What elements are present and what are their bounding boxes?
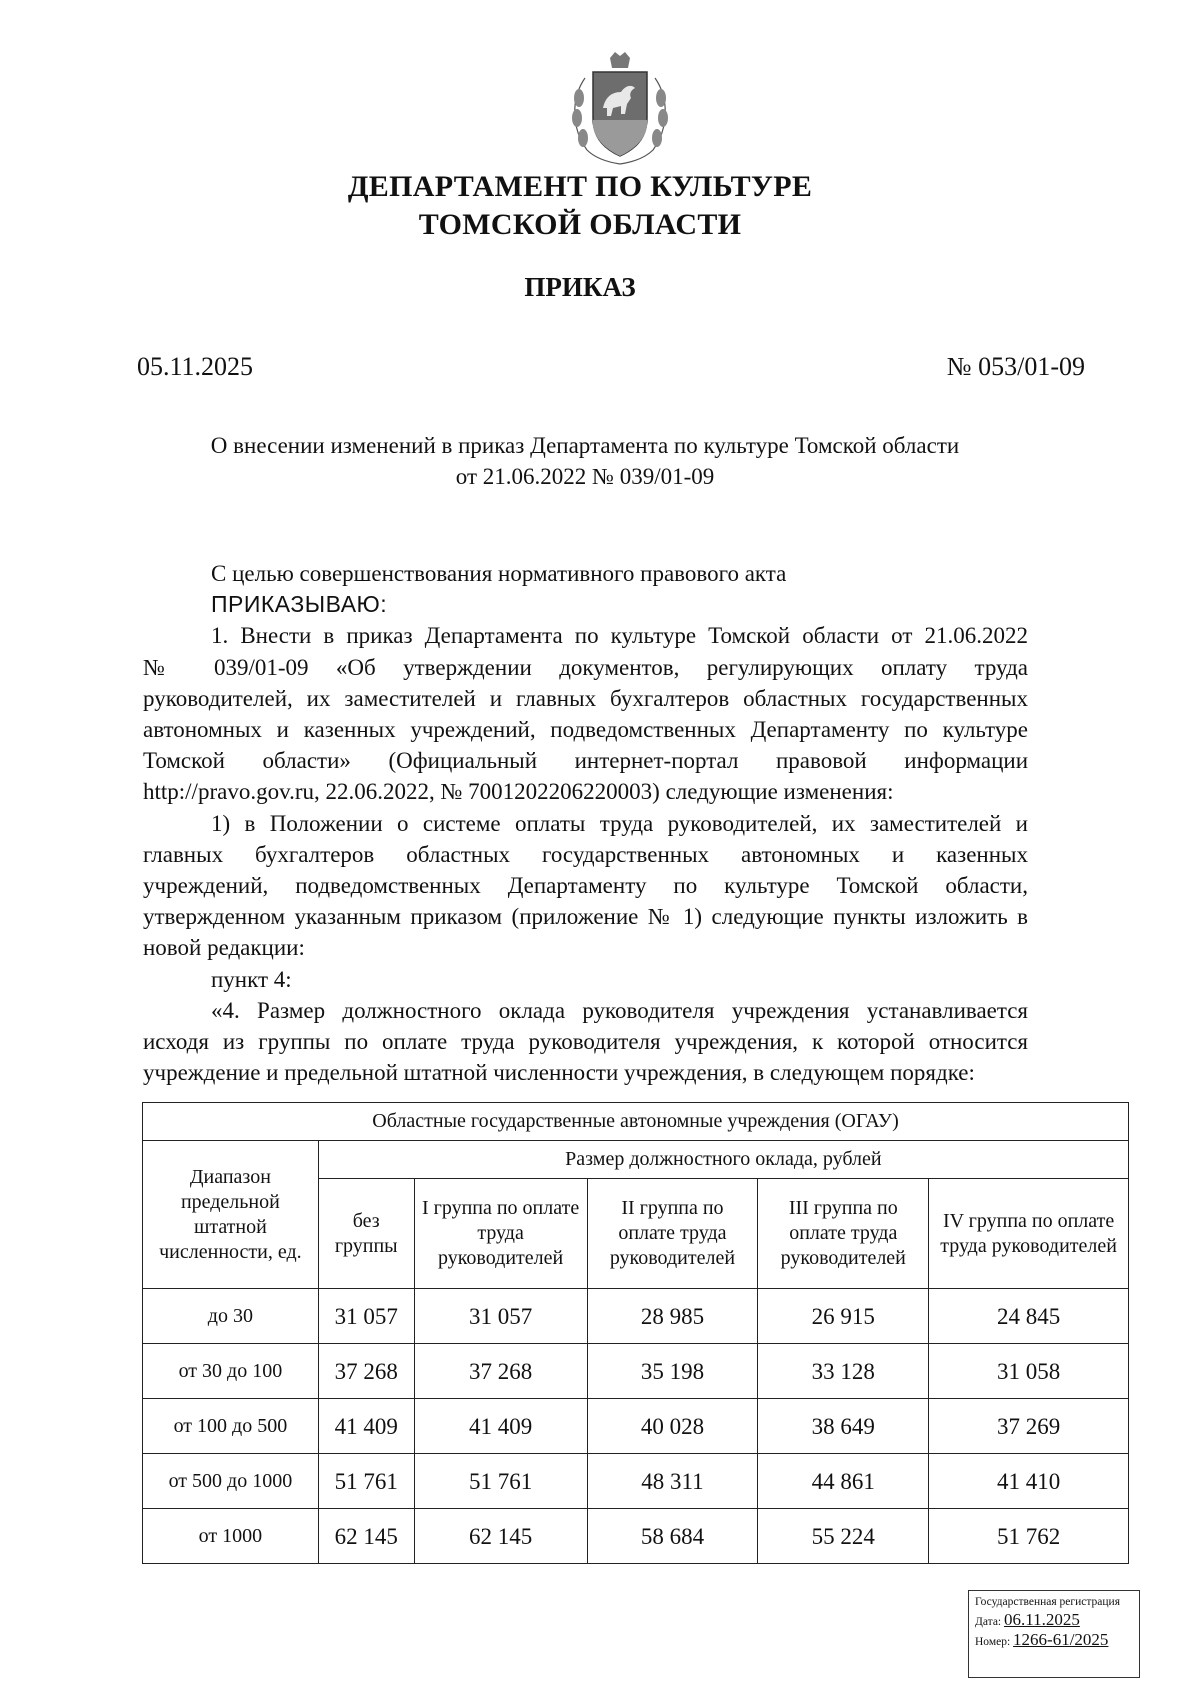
item1-text: руководителей, их заместителей и главных бухгалтеров областных государственных bbox=[143, 685, 1028, 711]
value-cell: 31 057 bbox=[318, 1289, 414, 1344]
subject-line: от 21.06.2022 № 039/01-09 bbox=[455, 464, 715, 489]
point-label: пункт 4: bbox=[211, 966, 292, 992]
value-cell: 62 145 bbox=[318, 1509, 414, 1564]
value-cell: 62 145 bbox=[414, 1509, 587, 1564]
value-cell: 41 410 bbox=[929, 1454, 1129, 1509]
range-cell: до 30 bbox=[143, 1289, 319, 1344]
range-cell: от 100 до 500 bbox=[143, 1399, 319, 1454]
subitem1-text: 1) в Положении о системе оплаты труда руководителей, их заместителей и bbox=[211, 810, 1028, 836]
value-cell: 26 915 bbox=[758, 1289, 929, 1344]
purpose-text: С целью совершенствования нормативного правового акта bbox=[211, 561, 787, 586]
salary-header: Размер должностного оклада, рублей bbox=[318, 1141, 1128, 1179]
column-header: I группа по оплате труда руководителей bbox=[414, 1179, 587, 1289]
range-header: Диапазон предельной штатной численности, ед. bbox=[143, 1141, 319, 1289]
value-cell: 35 198 bbox=[587, 1344, 758, 1399]
subject-line: О внесении изменений в приказ Департамента по культуре Томской области bbox=[210, 433, 960, 458]
order-number: № 053/01-09 bbox=[946, 352, 1085, 381]
subitem1-text: утвержденном указанным приказом (приложение № 1) следующие пункты изложить в bbox=[143, 904, 1028, 930]
value-cell: 33 128 bbox=[758, 1344, 929, 1399]
registration-number-label: Номер: bbox=[975, 1636, 1011, 1648]
column-header: III группа по оплате труда руководителей bbox=[758, 1179, 929, 1289]
orders-heading: ПРИКАЗЫВАЮ: bbox=[211, 591, 388, 618]
subitem1-text: учреждений, подведомственных Департаменту по культуре Томской области, bbox=[143, 873, 1028, 899]
value-cell: 51 762 bbox=[929, 1509, 1129, 1564]
value-cell: 40 028 bbox=[587, 1399, 758, 1454]
table-row bbox=[143, 1509, 1129, 1564]
value-cell: 28 985 bbox=[587, 1289, 758, 1344]
subitem1-text: главных бухгалтеров областных государственных автономных и казенных bbox=[143, 841, 1028, 867]
department-name-line2: ТОМСКОЙ ОБЛАСТИ bbox=[418, 208, 742, 241]
value-cell: 38 649 bbox=[758, 1399, 929, 1454]
registration-stamp bbox=[968, 1590, 1140, 1678]
item1-text: автономных и казенных учреждений, подведомственных Департаменту по культуре bbox=[143, 717, 1028, 743]
range-cell: от 500 до 1000 bbox=[143, 1454, 319, 1509]
item1-text: № 039/01-09 «Об утверждении документов, регулирующих оплату труда bbox=[143, 654, 1028, 680]
tomsk-region-coat-of-arms-icon bbox=[565, 48, 675, 166]
table-row bbox=[143, 1344, 1129, 1399]
table-caption: Областные государственные автономные учреждения (ОГАУ) bbox=[143, 1103, 1129, 1141]
value-cell: 24 845 bbox=[929, 1289, 1129, 1344]
column-header: без группы bbox=[318, 1179, 414, 1289]
registration-date: 06.11.2025 bbox=[1004, 1610, 1080, 1629]
value-cell: 51 761 bbox=[414, 1454, 587, 1509]
registration-title: Государственная регистрация bbox=[975, 1596, 1120, 1608]
value-cell: 37 268 bbox=[318, 1344, 414, 1399]
point4-text: «4. Размер должностного оклада руководителя учреждения устанавливается bbox=[211, 997, 1028, 1023]
value-cell: 41 409 bbox=[318, 1399, 414, 1454]
item1-text: http://pravo.gov.ru, 22.06.2022, № 7001202206220003) следующие изменения: bbox=[143, 779, 894, 805]
document-type: ПРИКАЗ bbox=[524, 272, 636, 302]
item1-text: 1. Внести в приказ Департамента по культуре Томской области от 21.06.2022 bbox=[211, 623, 1028, 649]
value-cell: 58 684 bbox=[587, 1509, 758, 1564]
point4-text: исходя из группы по оплате труда руководителя учреждения, к которой относится bbox=[143, 1029, 1028, 1055]
value-cell: 31 058 bbox=[929, 1344, 1129, 1399]
subitem1-text: новой редакции: bbox=[143, 935, 305, 961]
item1-text: Томской области» (Официальный интернет-портал правовой информации bbox=[143, 748, 1028, 774]
department-name-line1: ДЕПАРТАМЕНТ ПО КУЛЬТУРЕ bbox=[347, 170, 813, 203]
column-header: II группа по оплате труда руководителей bbox=[587, 1179, 758, 1289]
value-cell: 37 268 bbox=[414, 1344, 587, 1399]
value-cell: 44 861 bbox=[758, 1454, 929, 1509]
registration-date-label: Дата: bbox=[975, 1616, 1002, 1628]
order-date: 05.11.2025 bbox=[137, 352, 254, 381]
value-cell: 48 311 bbox=[587, 1454, 758, 1509]
order-subject bbox=[140, 430, 1030, 492]
value-cell: 55 224 bbox=[758, 1509, 929, 1564]
range-cell: от 1000 bbox=[143, 1509, 319, 1564]
table-row bbox=[143, 1454, 1129, 1509]
value-cell: 37 269 bbox=[929, 1399, 1129, 1454]
value-cell: 31 057 bbox=[414, 1289, 587, 1344]
table-row bbox=[143, 1289, 1129, 1344]
registration-number: 1266-61/2025 bbox=[1013, 1630, 1109, 1649]
salary-table bbox=[142, 1102, 1129, 1564]
column-header: IV группа по оплате труда руководителей bbox=[929, 1179, 1129, 1289]
value-cell: 51 761 bbox=[318, 1454, 414, 1509]
point4-text: учреждение и предельной штатной численности учреждения, в следующем порядке: bbox=[143, 1060, 975, 1086]
table-row bbox=[143, 1399, 1129, 1454]
order-body bbox=[143, 558, 1028, 1088]
range-cell: от 30 до 100 bbox=[143, 1344, 319, 1399]
value-cell: 41 409 bbox=[414, 1399, 587, 1454]
